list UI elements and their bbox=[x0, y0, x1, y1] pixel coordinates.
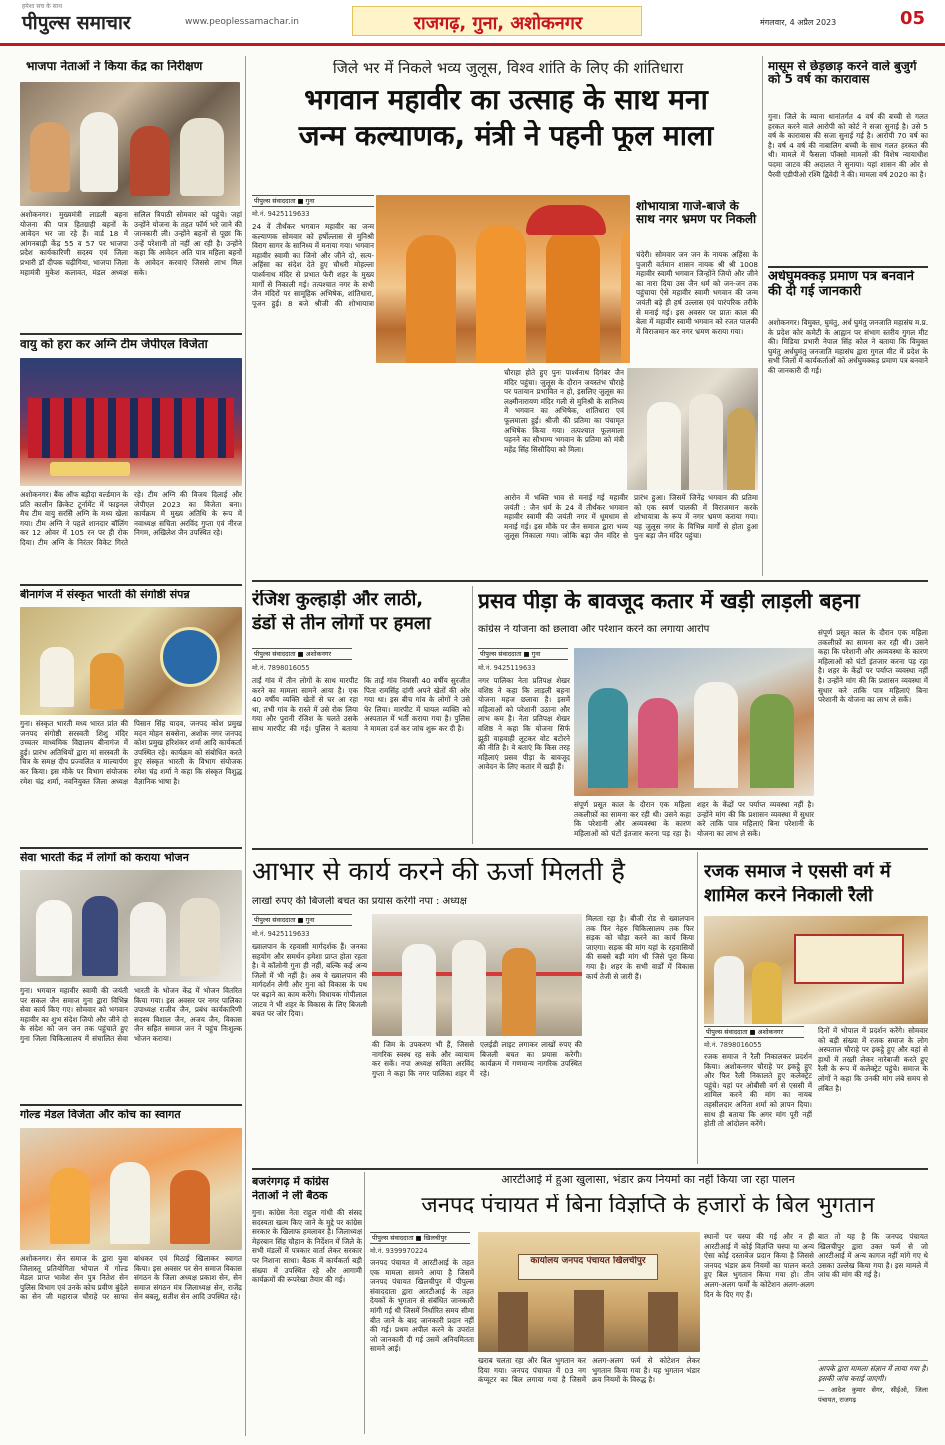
story-body-bajranggarh: गुना। कांग्रेस नेता राहुल गांधी की संसद सदस्यता खत्म किए जाने के मुद्दे पर कांग्रेस सरकार के खिलाफ हमलावर है। जिलाध्यक्ष मेहरबान सिंह चौहान के निर्देशन में जिले के सभी मंडलों में पत्रकार वार्ता लेकर सरकार पर निशाना साधा। बैठक में कार्यकर्ता बड़ी संख्या में उपस्थित रहे और आगामी कार्यक्रमों की रूपरेखा तैयार की गई। bbox=[252, 1208, 362, 1285]
story-body-rajak: रजक समाज ने रैली निकालकर प्रदर्शन किया। अशोकनगर चौराहे पर इकट्ठे हुए और फिर रैली निकालते हुए कलेक्ट्रेट पहुंचे। यहां पर ओबीसी वर्ग से एससी में शामिल करने की मांग का नायब तहसीलदार अनिता शर्मा को ज्ञापन दिया। साथ ही बताया कि अगर मांग पूरी नहीं होती तो आंदोलन करेंगे। bbox=[704, 1052, 812, 1129]
story-body-seva-bharati: गुना। भगवान महावीर स्वामी की जयंती पर सकल जैन समाज गुना द्वारा विभिन्न सेवा कार्य किए गए। सोमवार को भगवान महावीर का शुभ संदेश जियो और जीने दो के संदेश को जन जन तक पहुंचाते हुए गुना जिला चिकित्सालय में संचालित सेवा भारती के भोजन केंद्र में भोजन वितरित किया गया। इस अवसर पर नगर पालिका उपाध्यक्ष राजीव जैन, प्रबंध कार्यकारिणी सदस्य विशाल जैन, अजय जैन, विकास जैन सहित समाज जन ने पहुंच निःशुल्क भोजन कराया। bbox=[20, 986, 242, 1043]
photo-ladli-behna-queue bbox=[574, 648, 814, 796]
lead-mobile: मो.नं. 9425119633 bbox=[252, 210, 310, 218]
story-title-ranjish-line2: डंडों से तीन लोगों पर हमला bbox=[252, 614, 431, 634]
lead-headline-line2: जन्म कल्याणक, मंत्री ने पहनी फूल माला bbox=[298, 120, 714, 152]
story-title-rajak-line1: रजक समाज ने एससी वर्ग में bbox=[704, 862, 891, 882]
aabhar-mobile: मो.नं. 9425119633 bbox=[252, 930, 310, 938]
bottom-kicker: आरटीआई में हुआ खुलासा, भंडार क्रय नियमों का नहीं किया जा रहा पालन bbox=[501, 1174, 795, 1186]
story-title-rajak-line2: शामिल करने निकाली रैली bbox=[704, 886, 873, 906]
story-body-prasav-cont: संपूर्ण प्रसूत काल के दौरान एक महिला तकलीफ़ों का सामना कर रही थी। उसने कहा कि परेशानी और अव्यवस्था के कारण महिलाओं को घंटों इंतजार करना पड़ रहा है। शहर के केंद्रों पर पर्याप्त व्यवस्था नहीं है। उन्होंने मांग की कि प्रशासन व्यवस्था में सुधार करे ताकि पात्र महिलाएं बिना परेशानी के योजना का लाभ ले सकें। bbox=[574, 800, 814, 838]
story-title-bajranggarh-line1: बजरंगगढ़ में कांग्रेस bbox=[252, 1176, 329, 1188]
story-body-rajak-cont: दिनों में भोपाल में प्रदर्शन करेंगे। सोमवार को बड़ी संख्या में रजक समाज के लोग अस्पताल चौराहे पर इकट्ठे हुए और यहां से हाथों में तख्ती लेकर नारेबाजी करते हुए रैली के रूप में कलेक्ट्रेट पहुंचे। समाज के लोगों ने कहा कि उनकी मांग लंबे समय से लंबित है। bbox=[818, 1026, 928, 1093]
ceo-quote-attribution: — आदेश कुमार सेंगर, सीईओ, जिला पंचायत, राजगढ़ bbox=[818, 1386, 928, 1404]
photo-mahavir-procession bbox=[376, 195, 630, 363]
ranjish-byline: पीपुल्स संवाददाता ■ अशोकनगर bbox=[252, 648, 352, 660]
prasav-mobile: मो.नं. 9425119633 bbox=[478, 664, 536, 672]
story-title-seva-bharati: सेवा भारती केंद्र में लोगों को कराया भोजन bbox=[20, 852, 189, 864]
story-title-jpl-winner: वायु को हरा कर अग्नि टीम जेपीएल विजेता bbox=[20, 338, 208, 351]
story-title-prasav: प्रसव पीड़ा के बावजूद कतार में खड़ी लाड़ली बहना bbox=[478, 590, 860, 613]
photo-cricket-team bbox=[20, 358, 242, 486]
region-banner bbox=[352, 6, 642, 36]
issue-date: मंगलवार, 4 अप्रैल 2023 bbox=[760, 18, 837, 27]
story-title-bjp-inspection: भाजपा नेताओं ने किया केंद्र का निरीक्षण bbox=[26, 60, 203, 73]
aabhar-byline: पीपुल्स संवाददाता ■ गुना bbox=[252, 914, 352, 926]
story-subtitle-prasav: कांग्रेस ने योजना को छलावा और परेशान करने का लगाया आरोप bbox=[478, 624, 710, 635]
story-body-aabhar-right: मिलता रहा है। बीजी रोड से ख्वालपान तक फिर नेहरु चिकित्सालय तक फिर सड़क को चौड़ा करने का कार्य किया जाएगा। सड़क की मांग यहां के रहवासियों की सबसे बड़ी मांग थी जिसे पूरा किया गया है। शहर के सभी वार्डों में विकास कार्य तेजी से जारी हैं। bbox=[586, 914, 694, 981]
story-title-gold-medal: गोल्ड मेडल विजेता और कोच का स्वागत bbox=[20, 1109, 181, 1121]
story-title-molestation-verdict: मासूम से छेड़छाड़ करने वाले बुजुर्ग को 5 वर्ष का कारावास bbox=[768, 60, 917, 87]
photo-janpad-office bbox=[478, 1232, 700, 1352]
story-body-arthaghumakkad: अशोकनगर। विमुक्त, घुमंतु, अर्ध घुमंतु जनजाति महासंघ म.प्र. के प्रदेश कोर कमेटी के आह्वान पर संभाग स्तरीय गुगल मीट की। मिडिया प्रभारी नेपाल सिंह कोल ने बताया कि विमुक्त घुमंतु अर्धघुमंतु जनजाति महासंघ द्वारा गुगल मीट में प्रदेश के सभी जिलों में कार्यकर्ताओं को अर्धघुमक्कड़ प्रमाण पत्र बनवाने की जानकारी दी गई। bbox=[768, 318, 928, 375]
masthead-tagline: हमेशा सच के साथ bbox=[22, 3, 63, 10]
photo-sanskrit-seminar bbox=[20, 607, 242, 715]
bottom-mobile: मो.नं. 9399970224 bbox=[370, 1247, 428, 1255]
story-body-gold-medal: अशोकनगर। सेन समाज के द्वारा युवा जिलास्तू प्रतियोगिता भोपाल में गोल्ड मेडल प्राप्त भावेश सेन पुत्र नितेश सेन पुलिस विभाग एवं उनके कोच प्रवीण बुंदेले का सेन जी महाराज चौराहे पर साफा बांधकर एवं मिठाई खिलाकर स्वागत किया। इस अवसर पर सेन समाज विकास संगठन के जिला अध्यक्ष प्रकाश सेन, सेन समाज संगठन मंत्र जिलाध्यक्ष सेन, राजेंद्र सेन बबलू, सतीश सेन आदि उपस्थित रहे। bbox=[20, 1254, 242, 1302]
story-body-janpad: जनपद पंचायत में आरटीआई के तहत एक मामला सामने आया है जिसमें जनपद पंचायत खिलचीपुर में पीपुल्स संवाददाता द्वारा आरटीआई के तहत देयकों के भुगतान से संबंधित जानकारी मांगी गई थी जिसमें निर्धारित समय सीमा बीत जाने के बाद जानकारी प्रदान नहीं की गई। प्रथम अपील करने के उपरांत जो जानकारी दी गई उसमें अनियमितता सामने आई। bbox=[370, 1258, 474, 1354]
bottom-headline: जनपद पंचायत में बिना विज्ञप्ति के हजारों के बिल भुगतान bbox=[421, 1194, 875, 1218]
ranjish-mobile: मो.नं. 7898016055 bbox=[252, 664, 310, 672]
story-body-prasav-right: संपूर्ण प्रसूत काल के दौरान एक महिला तकलीफ़ों का सामना कर रही थी। उसने कहा कि परेशानी और अव्यवस्था के कारण महिलाओं को घंटों इंतजार करना पड़ रहा है। शहर के केंद्रों पर पर्याप्त व्यवस्था नहीं है। उन्होंने मांग की कि प्रशासन व्यवस्था में सुधार करे ताकि पात्र महिलाएं बिना परेशानी के योजना का लाभ ले सकें। bbox=[818, 628, 928, 705]
story-body-sanskrit-bharati: गुना। संस्कृत भारती मध्य भारत प्रांत की जनपद संगोष्ठी सरस्वती शिशु मंदिर उच्चतर माध्यमिक विद्यालय बीनागंज में हुई। प्रारंभ अतिथियों द्वारा मां सरस्वती के चित्र के समक्ष दीप प्रज्वलित व माल्यार्पण कर किया। इस मौके पर विभाग संयोजक रमेश चंद्र शर्मा, नवनियुक्त जिला अध्यक्ष पिसान सिंह यादव, जनपद कोश प्रमुख मदन मोहन सक्सेना, अशोक नगर जनपद कोश प्रमुख हरिशंकर शर्मा आदि कार्यकर्ता उपस्थित रहे। कार्यक्रम को संबोधित करते हुए संस्कृत भारती के विभाग संयोजक रमेश चंद्र शर्मा ने कहा कि संस्कृत विशुद्ध वैज्ञानिक भाषा है। bbox=[20, 719, 242, 786]
office-signboard: कार्यालय जनपद पंचायत खिलचीपुर bbox=[530, 1256, 646, 1266]
story-title-shobhayatra: शोभायात्रा गाजे-बाजे के साथ नगर भ्रमण पर निकली bbox=[636, 200, 757, 227]
lead-byline: पीपुल्स संवाददाता ■ गुना bbox=[252, 195, 374, 207]
photo-rajak-rally bbox=[704, 916, 928, 1024]
photo-seva-bharati-meal bbox=[20, 870, 242, 982]
story-title-sanskrit-bharati: बीनागंज में संस्कृत भारती की संगोष्ठी संपन्न bbox=[20, 589, 190, 601]
story-body-janpad-right: स्थानों पर चस्पा की गई और न ही आरटीआई में कोई विज्ञप्ति चस्पा या अन्य ऐसा कोई दस्तावेज प्रदान किया है जिससे जनपद भंडार क्रय नियमों का पालन करते हुए बिल भुगतान किया गया हो। तीन अलग-अलग फर्मों के कोटेशन अलग-अलग दिन के दिए गए हैं। bbox=[704, 1232, 814, 1299]
lead-caption-guna: चौराहा होते हुए पुनः पार्श्वनाथ दिगंबर जैन मंदिर पहुंचा। जुलूस के दौरान जयस्तंभ चौराहे पर पतायान प्रभावित न हो, इसलिए जुलूस का लक्ष्मीनारायण मंदिर गली से मुनिश्री के सानिध्य में भगवान का अभिषेक, शांतिधारा एवं फूलमाला हुई। श्रीजी की प्रतिमा का पंचामृत अभिषेक किया गया। तत्पश्चात फूलमाला पहनने का सौभाग्य भगवान के प्रतिमा को मंत्री महेंद्र सिंह सिसौदिया को मिला। bbox=[504, 368, 624, 454]
ceo-quote-box bbox=[818, 1360, 928, 1434]
region-title: राजगढ़, गुना, अशोकनगर bbox=[413, 13, 583, 34]
lead-caption-aaron: आरोन में भक्ति भाव से मनाई गई महावीर जयंती : जैन धर्म के 24 वें तीर्थंकर भगवान महावीर स्वामी की जयंती नगर में धूमधाम से मनाई गई। इस मौके पर जैन समाज द्वारा भव्य जुलूस निकाला गया। जोकि बड़ा जैन मंदिर से प्रारंभ हुआ। जिसमें जिनेंद्र भगवान की प्रतिमा को एक स्वर्ण पालकी में विराजमान करके शोभायात्रा के रूप में नगर भ्रमण कराया गया। यह जुलूस नगर के विभिन्न मार्गों से होता हुआ पुनः बड़ा जैन मंदिर पहुंचा। bbox=[504, 493, 758, 541]
story-title-aabhar: आभार से कार्य करने की ऊर्जा मिलती है bbox=[252, 858, 625, 887]
story-body-janpad-mid: खराब चलता रहा और बिल भुगतान कर दिया गया। जनपद पंचायत में 03 नग कंप्यूटर का बिल लगाया गया है जिसमें अलग-अलग फर्म से कोटेशन लेकर भुगतान किया गया है। यह भुगतान भंडार क्रय नियमों के विरुद्ध है। bbox=[478, 1356, 700, 1385]
ceo-quote: आपके द्वारा मामला संज्ञान में लाया गया है। इसकी जांच कराई जाएगी। bbox=[818, 1364, 928, 1383]
photo-gold-medal-welcome bbox=[20, 1128, 242, 1250]
story-title-ranjish-line1: रंजिश कुल्हाड़ी और लाठी, bbox=[252, 590, 424, 610]
photo-inauguration-ribbon bbox=[372, 914, 582, 1036]
story-body-shobhayatra: चंदेरी। सोमवार जन जन के नायक अहिंसा के पुजारी वर्तमान शासन नायक श्री श्री 1008 महावीर स्वामी भगवान जिन्होंने जियो और जीने का नारा दिया उस जैन धर्म को जन-जन तक पहुंचाया ऐसे महावीर स्वामी भगवान की जन्म जयंती बड़े ही हर्ष उल्लास एवं पारंपरिक तरीके से मनाई गई। इस अवसर पर प्रातः काल की बेला में महावीर स्वामी भगवान को रजत पालकी में विराजमान कर नगर भ्रमण कराया गया। bbox=[636, 250, 758, 362]
prasav-byline: पीपुल्स संवाददाता ■ गुना bbox=[478, 648, 568, 660]
masthead bbox=[0, 0, 945, 46]
lead-kicker: जिले भर में निकले भव्य जुलूस, विश्व शांति के लिए की शांतिधारा bbox=[332, 60, 684, 77]
page-number: 05 bbox=[900, 8, 926, 29]
story-body-bjp-inspection: अशोकनगर। मुख्यमंत्री लाडली बहना योजना की पात्र हितग्राही बहनों के आवेदन भर जा रहे हैं। वार्ड 18 में आंगनबाड़ी केंद्र 55 व 57 पर भाजपा प्रदेश कार्यकारिणी सदस्य एवं जिला प्रभारी डॉ दीपक चढ़ीगिया, भाजपा जिला महामंत्री मुकेश कलावत, मंडल अध्यक्ष सलिल त्रिपाठी सोमवार को पहुंचे। जहां उन्होंने योजना के तहत फॉर्म भरे जाने की जानकारी ली। उन्होंने बहनों से पूछा कि उन्हें परेशानी तो नहीं आ रही है। उन्होंने कहा कि आवेदन अति पात्र महिला बहनों के आवेदन करवाएं जिससे लाभ मिल सके। bbox=[20, 210, 242, 277]
story-body-janpad-far: बात तो यह है कि जनपद पंचायत खिलचीपुर द्वारा उक्त फर्म से जो आरटीआई में अन्य कागज नहीं मांगे गए थे उसका उल्लेख किया गया है। इस मामले में जांच की मांग की गई है। bbox=[818, 1232, 928, 1280]
website-link[interactable]: www.peoplessamachar.in bbox=[185, 17, 299, 27]
photo-bjp-leaders-anganwadi bbox=[20, 82, 240, 206]
story-body-jpl-winner: अशोकनगर। बैंक ऑफ बड़ौदा वर्ल्डमान के प्रति कालीन क्रिकेट टूर्नामेंट में फाइनल मैच टीम वायु सरसेि अग्नि के मध्य खेला गया। टीम अग्नि ने पहले शानदार बॉलिंग कर 12 ओवर में 105 रन पर ही रोक दिया। टीम अग्नि के निरंतर विकेट गिरते रहे। टीम अग्नि की विजय दिलाई और जेपीएल 2023 का विजेता बना। कार्यक्रम में मुख्य अतिथि के रूप में नवाध्यक्ष सचिता अरविंद गुप्ता एवं नीरज निगम, अखिलेश जैन उपस्थित रहे। bbox=[20, 490, 242, 547]
newspaper-logo: पीपुल्स समाचार bbox=[22, 12, 131, 34]
rajak-mobile: मो.नं. 7898016055 bbox=[704, 1041, 762, 1049]
story-body-aabhar: ख्वालपान के रहवासी मार्गदर्शक हैं। जनका सहयोग और समर्थन हमेशा प्राप्त होता रहता है। वे कॉलोनी गुना ही नहीं, बल्कि कई अन्य जिलों में भी नहीं है। अब ये ख्वालपान की मार्गदर्शन लेगी और गुना को विकास के पथ पर बढ़ाने का काम करेंगे। विधायक गोपीलाल जाटव ने भी शहर के विकास के लिए बिजली बचत पर जोर दिया। bbox=[252, 942, 367, 1019]
photo-minister-garland bbox=[627, 368, 758, 490]
story-body-molestation-verdict: गुना। जिले के म्याना थानांतर्गत 4 वर्ष की बच्ची से गलत हरकत करने वाले आरोपी को कोर्ट ने सजा सुनाई है। उसे 5 वर्ष के कारावास की सजा सुनाई गई है। आरोपी 70 वर्ष का है। वर्ष 4 वर्ष की नाबालिग बच्ची के साथ गलत हरकत की थी। मामले में फैसला पॉक्सो मामलों की विशेष न्यायाधीश पदमा जाटव की अदालत ने सुनाया। यहां शासन की ओर से पैरवी एडीपीओ रश्मि द्विवेदी ने की। मामला वर्ष 2020 का है। bbox=[768, 112, 928, 179]
rajak-byline: पीपुल्स संवाददाता ■ अशोकनगर bbox=[704, 1026, 804, 1038]
story-title-arthaghumakkad: अर्धघुमक्कड़ प्रमाण पत्र बनवाने की दी गई जानकारी bbox=[768, 270, 914, 299]
story-subtitle-aabhar: लाखों रुपए की बिजली बचत का प्रयास करेगी नपा : अध्यक्ष bbox=[252, 896, 467, 907]
bottom-byline: पीपुल्स संवाददाता ■ खिलचीपुर bbox=[370, 1232, 470, 1244]
story-body-prasav: नगर पालिका नेता प्रतिपक्ष शेखर वशिष्ठ ने कहा कि लाड़ली बहना योजना महज छलावा है। इसमें महिलाओं को परेशानी उठाना और लाभ कम है। नेता प्रतिपक्ष शेखर वशिष्ठ ने कहा कि योजना सिर्फ झूठी वाहवाही लूटकर वोट बटोरने की नीति है। वे बताएं कि किस तरह महिलाएं प्रसव पीड़ा के बावजूद आवेदन के लिए कतार में खड़ी हैं। bbox=[478, 676, 570, 772]
story-body-ranjish: ताईं गांव में तीन लोगों के साथ मारपीट करने का मामला सामने आया है। एक 40 वर्षीय व्यक्ति खेतों से घर आ रहा था, तभी गांव के रास्ते में उसे रोक लिया गया और पुरानी रंजिश के चलते उसके साथ मारपीट की गई। पुलिस ने बताया कि ताईं गांव निवासी 40 वर्षीय सुरजीत पिता रामसिंह दांगी अपने खेतों की ओर गया था। इस बीच गांव के लोगों ने उसे घेर लिया। मारपीट में घायल व्यक्ति को अस्पताल में भर्ती कराया गया है। पुलिस ने मामला दर्ज कर जांच शुरू कर दी है। bbox=[252, 676, 470, 733]
story-body-aabhar-mid: की जिम के उपकरण भी हैं, जिससे नागरिक स्वस्थ रह सके और व्यायाम कर सकें। नपा अध्यक्ष सविता अरविंद गुप्ता ने कहा कि नगर पालिका शहर में एलईडी लाइट लगाकर लाखों रुपए की बिजली बचत का प्रयास करेगी। कार्यक्रम में गणमान्य नागरिक उपस्थित रहे। bbox=[372, 1040, 582, 1078]
story-title-bajranggarh-line2: नेताओं ने ली बैठक bbox=[252, 1190, 328, 1202]
lead-headline-line1: भगवान महावीर का उत्साह के साथ मना bbox=[304, 84, 708, 116]
lead-body: 24 वें तीर्थंकर भगवान महावीर का जन्म कल्याणक सोमवार को हर्षोल्लास से मुनिश्री विराग सागर के सानिध्य में मनाया गया। भगवान महावीर स्वामी का जिनो और जीने दो, सत्य-अहिंसा का संदेश देते हुए चौधरी मोहल्ला पार्श्वनाथ मंदिर से प्रभात फेरी शहर के मुख्य मार्गों से निकाली गई। तत्पश्चात नगर के सभी जैन मंदिरों पर सामूहिक अभिषेक, शांतिधारा, पूजन हुई। 8 बजे श्रीजी की शोभायात्रा bbox=[252, 222, 374, 308]
